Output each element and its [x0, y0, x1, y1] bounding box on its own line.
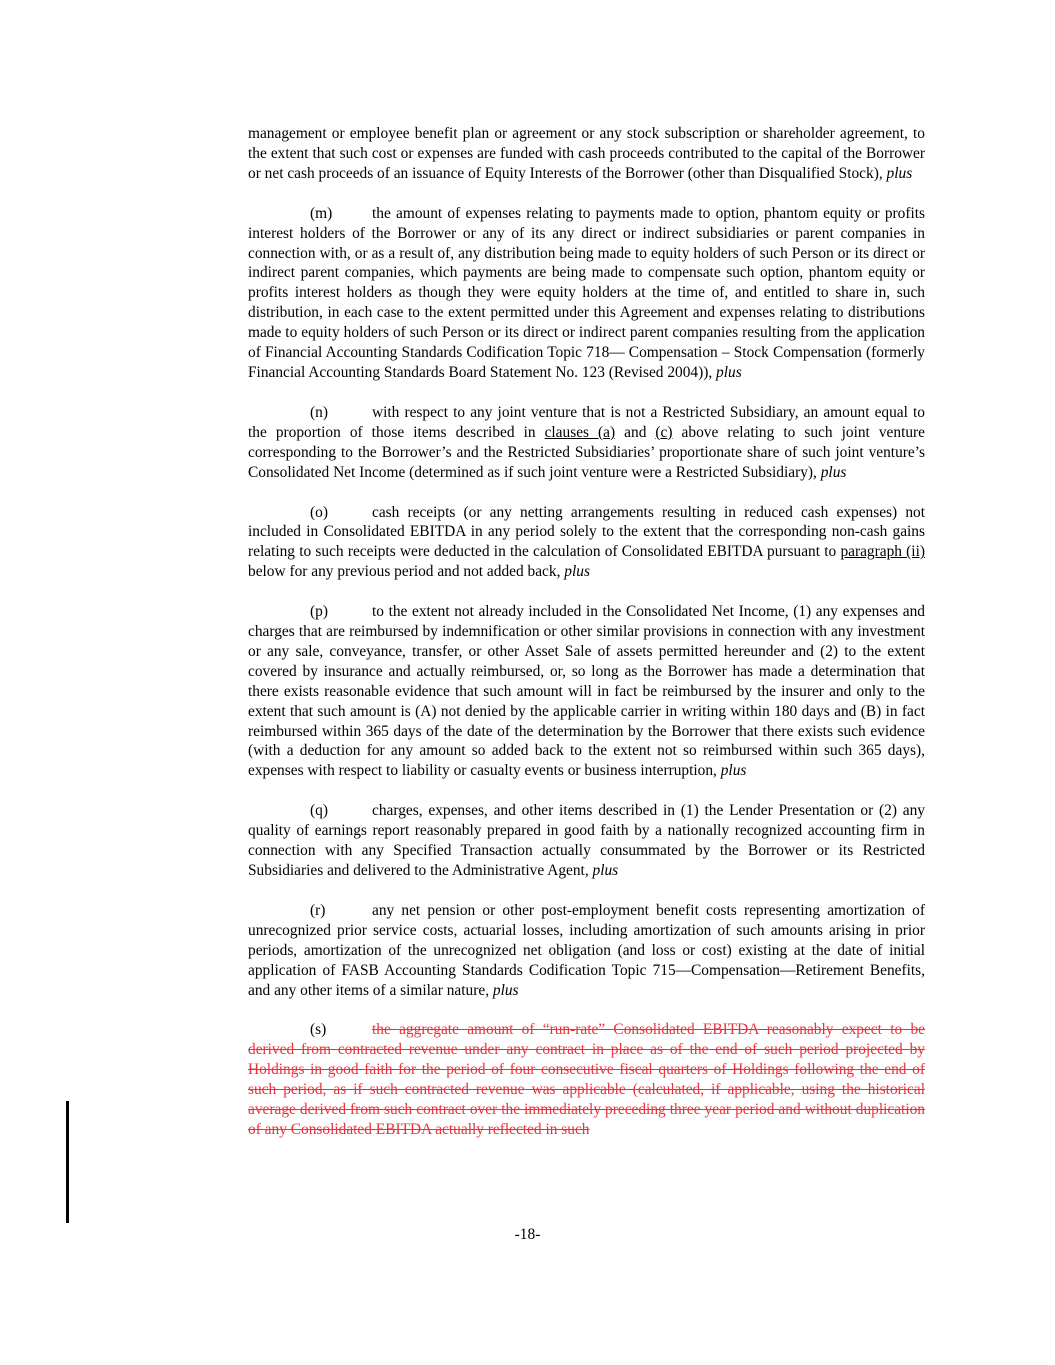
clause-label-p: (p) — [310, 603, 328, 621]
paragraph-s — [248, 1020, 925, 1139]
clause-label-r: (r) — [310, 901, 326, 919]
paragraph-n: (n) with respect to any joint venture that is not a Restricted Subsidiary, an amount equal to the proportion of those items described in clauses (a) and (c) above relating to such joint venture corresponding to the Borrower’s and the Restricted Subsidiaries’ proportionate share of such joint venture’s Consolidated Net Income (determined as if such joint venture were a Restricted Subsidiary), plus — [248, 403, 925, 481]
document-body — [248, 124, 925, 1160]
cross-reference: paragraph (ii) — [840, 543, 925, 561]
deleted-text: the aggregate amount of “run-rate” Consolidated EBITDA reasonably expect to be derived from contracted revenue under any contract in place as of the end of such period projected by Holdings in good faith for the period of four consecutive fiscal quarters of Holdings following the end of such period, as if such contracted revenue was applicable (calculated, if applicable, using the historical average derived from such contract over the immediately preceding three year period and without duplication of any Consolidated EBITDA actually reflected in such — [248, 1021, 925, 1138]
cross-reference: (c) — [655, 423, 673, 441]
revision-change-bar — [66, 1101, 69, 1223]
clause-label-n: (n) — [310, 403, 328, 421]
clause-label-o: (o) — [310, 503, 328, 521]
paragraph-intro: management or employee benefit plan or agreement or any stock subscription or shareholder agreement, to the extent that such cost or expenses are funded with cash proceeds contributed to the capital of the Borrower or net cash proceeds of an issuance of Equity Interests of the Borrower (other than Disqualified Stock), plus — [248, 125, 925, 182]
clause-label-q: (q) — [310, 802, 328, 820]
paragraph-m: (m) the amount of expenses relating to payments made to option, phantom equity or profits interest holders of the Borrower or any of its any direct or indirect subsidiaries or parent companies in connection with, or as a result of, any distribution being made to equity holders of such Person or its direct or indirect parent companies, which payments are being made to compensate such option, phantom equity or profits interest holders as though they were equity holders at the time of, and entitled to share in, such distribution, in each case to the extent permitted under this Agreement and expenses relating to distributions made to equity holders of such Person or its direct or indirect parent companies resulting from the application of Financial Accounting Standards Codification Topic 718— Compensation – Stock Compensation (formerly Financial Accounting Standards Board Statement No. 123 (Revised 2004)), plus — [248, 204, 925, 381]
cross-reference: clauses (a) — [544, 423, 616, 441]
paragraph-o: (o) cash receipts (or any netting arrangements resulting in reduced cash expenses) not included in Consolidated EBITDA in any period solely to the extent that the corresponding non-cash gains relating to such receipts were deducted in the calculation of Consolidated EBITDA pursuant to paragraph (ii) below for any previous period and not added back, plus — [248, 503, 925, 581]
clause-label-m: (m) — [310, 204, 333, 222]
paragraph-q: (q) charges, expenses, and other items described in (1) the Lender Presentation or (2) any quality of earnings report reasonably prepared in good faith by a nationally recognized accounting firm in connection with any Specified Transaction actually consummated by the Borrower or its Restricted Subsidiaries and delivered to the Administrative Agent, plus — [248, 802, 925, 879]
clause-label-s: (s) — [310, 1021, 327, 1039]
paragraph-p: (p) to the extent not already included in the Consolidated Net Income, (1) any expenses and charges that are reimbursed by indemnification or other similar provisions in connection with any investment or any sale, conveyance, transfer, or other Asset Sale of assets permitted hereunder and (2) to the extent covered by insurance and actually reimbursed, or, so long as the Borrower has made a determination that there exists reasonable evidence that such amount will in fact be reimbursed by the insurer and only to the extent that such amount is (A) not denied by the applicable carrier in writing within 180 days and (B) in fact reimbursed within 365 days of the date of the determination by the Borrower that there exists such evidence (with a deduction for any amount so added back to the extent not so reimbursed within such 365 days), expenses with respect to liability or casualty events or business interruption, plus — [248, 603, 925, 780]
page-number: -18- — [514, 1226, 541, 1243]
paragraph-r: (r) any net pension or other post-employment benefit costs representing amortization of unrecognized prior service costs, actuarial losses, including amortization of such amounts arising in prior periods, amortization of the unrecognized net obligation (and loss or cost) existing at the date of initial application of FASB Accounting Standards Codification Topic 715—Compensation—Retirement Benefits, and any other items of a similar nature, plus — [248, 901, 925, 999]
